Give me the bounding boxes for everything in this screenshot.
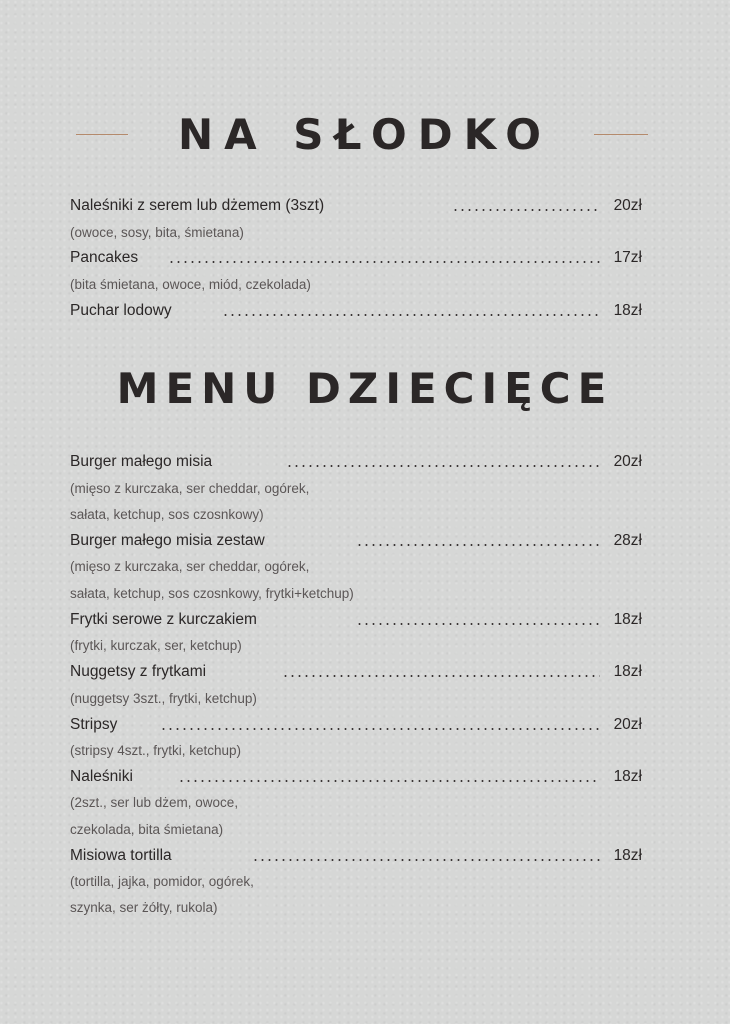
item-name: Naleśniki xyxy=(70,768,133,785)
dot-leader xyxy=(160,728,600,730)
menu-item xyxy=(70,768,642,786)
item-price: 20zł xyxy=(613,716,642,733)
item-name: Puchar lodowy xyxy=(70,302,172,319)
item-description: (mięso z kurczaka, ser cheddar, ogórek, xyxy=(70,559,310,574)
item-description: (owoce, sosy, bita, śmietana) xyxy=(70,225,244,240)
item-description: sałata, ketchup, sos czosnkowy, frytki+ketchup) xyxy=(70,586,354,601)
item-description: szynka, ser żółty, rukola) xyxy=(70,900,218,915)
item-price: 17zł xyxy=(613,249,642,266)
item-name: Burger małego misia zestaw xyxy=(70,532,265,549)
item-price: 28zł xyxy=(613,532,642,549)
item-name: Frytki serowe z kurczakiem xyxy=(70,611,257,628)
dot-leader xyxy=(356,623,600,625)
dot-leader xyxy=(452,209,600,211)
menu-item xyxy=(70,716,642,734)
item-price: 18zł xyxy=(613,847,642,864)
item-price: 18zł xyxy=(613,768,642,785)
item-description: (2szt., ser lub dżem, owoce, xyxy=(70,795,239,810)
dot-leader xyxy=(178,780,600,782)
menu-item xyxy=(70,532,642,550)
menu-item xyxy=(70,197,642,215)
item-name: Nuggetsy z frytkami xyxy=(70,663,207,680)
item-name: Misiowa tortilla xyxy=(70,847,172,864)
item-price: 18zł xyxy=(613,302,642,319)
dot-leader xyxy=(168,261,600,263)
item-price: 20zł xyxy=(613,197,642,214)
menu-item xyxy=(70,453,642,471)
title-right-rule xyxy=(594,134,648,135)
section-title-menu-dzieciece: MENU DZIECIĘCE xyxy=(116,364,614,413)
item-name: Stripsy xyxy=(70,716,118,733)
dot-leader xyxy=(356,544,600,546)
item-description: czekolada, bita śmietana) xyxy=(70,822,224,837)
item-description: sałata, ketchup, sos czosnkowy) xyxy=(70,507,264,522)
menu-item xyxy=(70,611,642,629)
item-name: Naleśniki z serem lub dżemem (3szt) xyxy=(70,197,325,214)
item-name: Pancakes xyxy=(70,249,139,266)
item-description: (mięso z kurczaka, ser cheddar, ogórek, xyxy=(70,481,310,496)
menu-item xyxy=(70,302,642,320)
item-price: 20zł xyxy=(613,453,642,470)
item-price: 18zł xyxy=(613,663,642,680)
item-price: 18zł xyxy=(613,611,642,628)
dot-leader xyxy=(252,859,600,861)
item-description: (frytki, kurczak, ser, ketchup) xyxy=(70,638,242,653)
menu-item xyxy=(70,663,642,681)
item-description: (stripsy 4szt., frytki, ketchup) xyxy=(70,743,242,758)
menu-item xyxy=(70,249,642,267)
dot-leader xyxy=(222,314,600,316)
item-description: (bita śmietana, owoce, miód, czekolada) xyxy=(70,277,311,292)
dot-leader xyxy=(282,675,600,677)
dot-leader xyxy=(286,465,600,467)
section-title-na-slodko: NA SŁODKO xyxy=(178,110,552,159)
item-description: (tortilla, jajka, pomidor, ogórek, xyxy=(70,874,254,889)
menu-item xyxy=(70,847,642,865)
item-description: (nuggetsy 3szt., frytki, ketchup) xyxy=(70,691,257,706)
item-name: Burger małego misia xyxy=(70,453,213,470)
